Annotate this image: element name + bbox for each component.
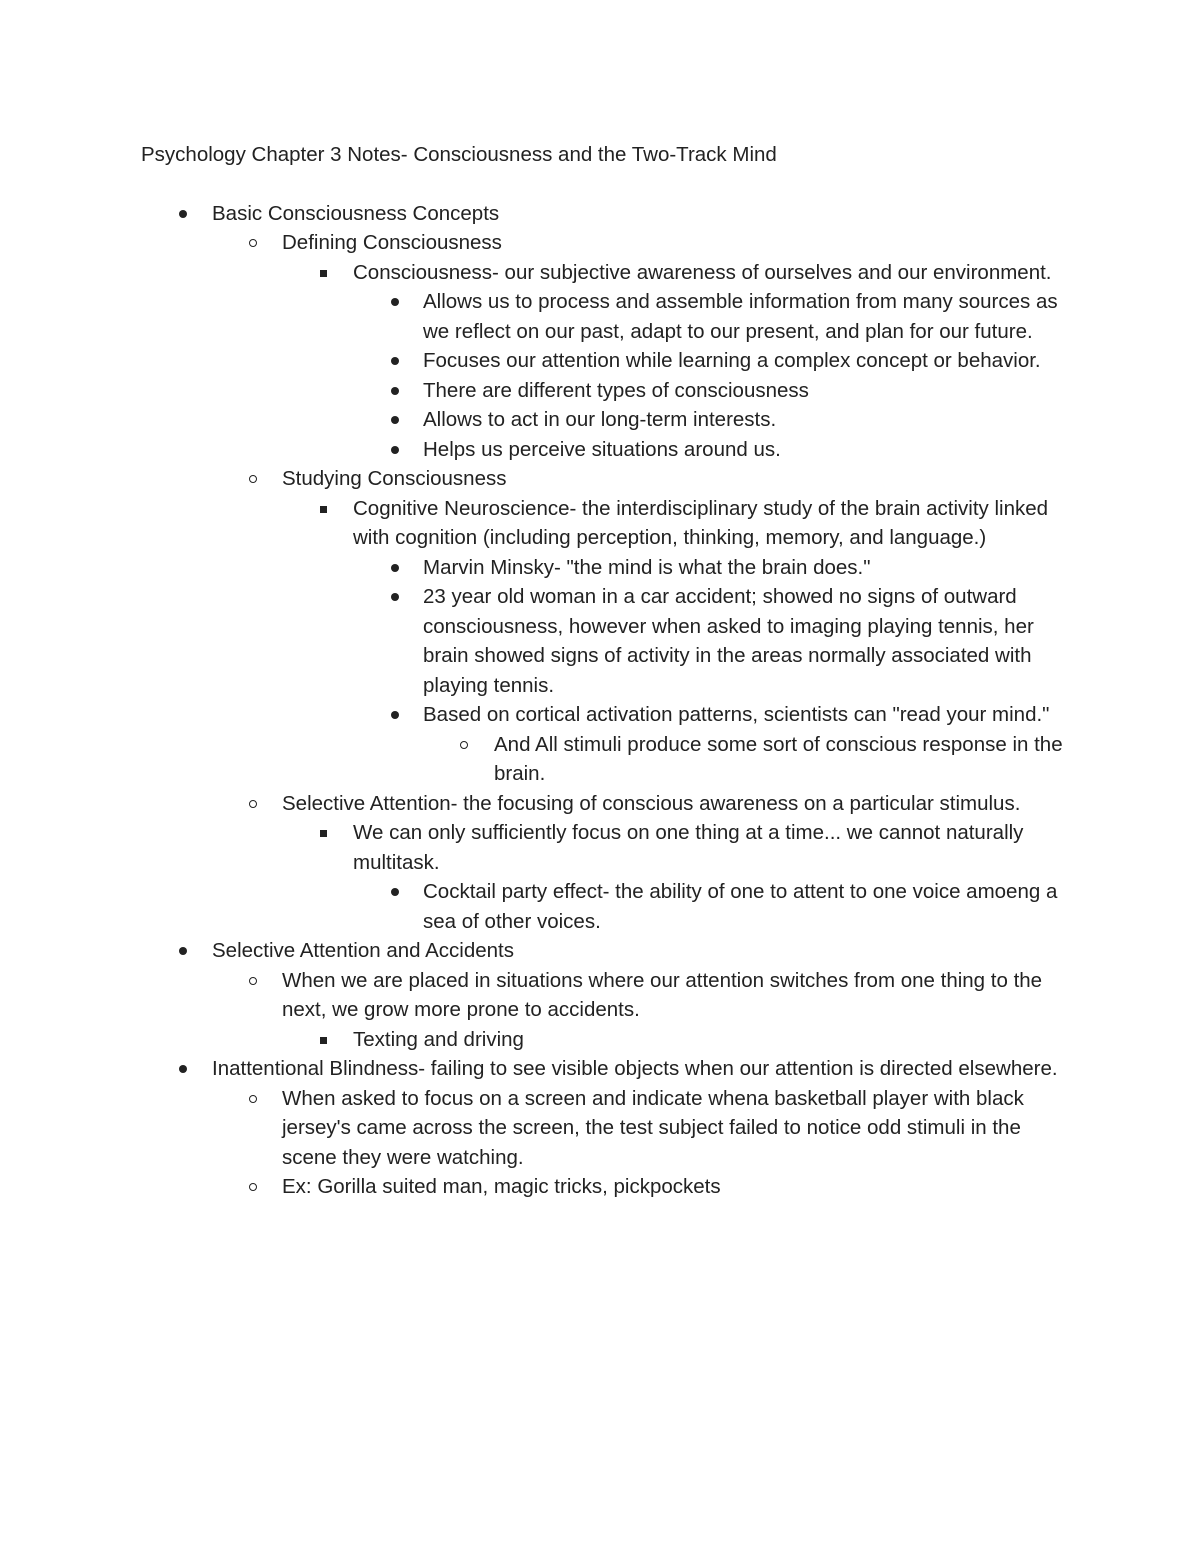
list-item-text: There are different types of consciousness [423,378,809,402]
list-item-text: Based on cortical activation patterns, scientists can "read your mind." [423,703,1050,726]
circle-bullet-icon [246,1172,276,1202]
list-item [141,553,1071,583]
disc-bullet-icon [387,346,417,376]
list-item [141,730,1071,789]
list-item-text: 23 year old woman in a car accident; showed no signs of outward consciousness, however when asked to imaging playing tennis, her brain showed signs of activity in the areas normally associated with playing tennis. [423,585,1034,697]
list-item-text: Studying Consciousness [282,467,507,490]
list-item-text: Basic Consciousness Concepts [212,201,500,225]
list-item [141,789,1071,819]
list-item [141,1054,1071,1084]
disc-bullet-icon [387,435,417,465]
list-item-text: Consciousness- our subjective awareness of ourselves and our environment. [353,260,1052,284]
disc-bullet-icon [175,199,205,229]
list-item [141,287,1071,346]
circle-bullet-icon [246,789,276,819]
disc-bullet-icon [175,936,205,966]
list-item-text: Cognitive Neuroscience- the interdisciplinary study of the brain activity linked with cognition (including perception, thinking, memory, and language.) [353,496,1049,549]
disc-bullet-icon [387,553,417,583]
square-bullet-icon [316,258,346,288]
circle-bullet-icon [246,464,276,494]
list-item-text: When asked to focus on a screen and indicate whena basketball player with black jersey's came across the screen, the test subject failed to notice odd stimuli in the scene they were watching. [282,1086,1024,1169]
list-item-text: Selective Attention- the focusing of conscious awareness on a particular stimulus. [282,791,1021,815]
list-item [141,258,1071,288]
list-item [141,818,1071,877]
list-item-text: And All stimuli produce some sort of conscious response in the brain. [494,732,1063,785]
square-bullet-icon [316,818,346,848]
list-item-text: Cocktail party effect- the ability of one to attent to one voice amoeng a sea of other voices. [423,880,1058,933]
disc-bullet-icon [387,582,417,612]
list-item-text: Ex: Gorilla suited man, magic tricks, pickpockets [282,1175,721,1198]
notes-outline [141,199,1071,1202]
list-item-text: Defining Consciousness [282,231,502,254]
list-item [141,464,1071,494]
list-item-text: Allows to act in our long-term interests. [423,408,777,431]
list-item [141,199,1071,229]
list-item [141,582,1071,700]
disc-bullet-icon [387,877,417,907]
circle-bullet-icon [457,730,487,760]
document-page [141,140,1071,1202]
list-item [141,346,1071,376]
list-item-text: Marvin Minsky- "the mind is what the brain does." [423,555,871,579]
list-item [141,700,1071,730]
list-item [141,228,1071,258]
list-item-text: Allows us to process and assemble information from many sources as we reflect on our past, adapt to our present, and plan for our future. [423,290,1058,343]
list-item [141,1172,1071,1202]
circle-bullet-icon [246,228,276,258]
list-item [141,435,1071,465]
list-item-text: Selective Attention and Accidents [212,939,515,962]
list-item [141,376,1071,406]
disc-bullet-icon [387,376,417,406]
list-item [141,1025,1071,1055]
square-bullet-icon [316,494,346,524]
disc-bullet-icon [387,700,417,730]
disc-bullet-icon [387,287,417,317]
list-item-text: We can only sufficiently focus on one thing at a time... we cannot naturally multitask. [353,821,1024,874]
list-item-text: When we are placed in situations where our attention switches from one thing to the next, we grow more prone to accidents. [282,968,1043,1021]
circle-bullet-icon [246,966,276,996]
list-item-text: Helps us perceive situations around us. [423,437,781,461]
disc-bullet-icon [175,1054,205,1084]
list-item [141,936,1071,966]
list-item [141,494,1071,553]
square-bullet-icon [316,1025,346,1055]
disc-bullet-icon [387,405,417,435]
list-item [141,966,1071,1025]
list-item-text: Inattentional Blindness- failing to see visible objects when our attention is directed elsewhere. [212,1057,1058,1080]
list-item [141,405,1071,435]
list-item-text: Texting and driving [353,1027,524,1051]
circle-bullet-icon [246,1084,276,1114]
list-item [141,877,1071,936]
list-item-text: Focuses our attention while learning a complex concept or behavior. [423,349,1041,372]
document-title: Psychology Chapter 3 Notes- Consciousness and the Two-Track Mind [141,143,777,166]
list-item [141,1084,1071,1173]
